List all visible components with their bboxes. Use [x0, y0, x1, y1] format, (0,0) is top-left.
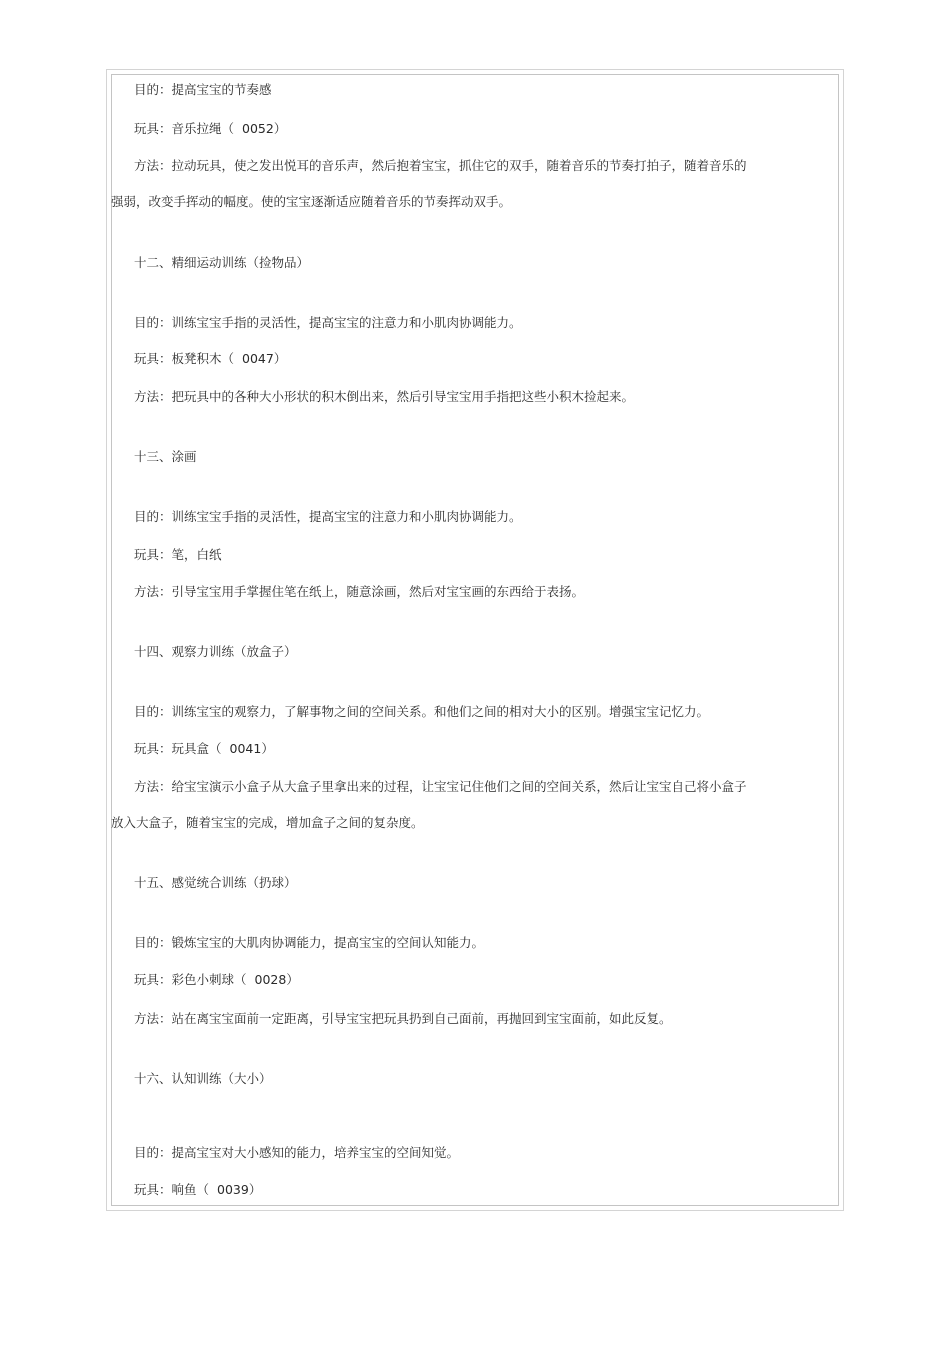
section-heading: 十二、精细运动训练（捡物品） — [134, 255, 310, 270]
text-line: 方法：站在离宝宝面前一定距离，引导宝宝把玩具扔到自己面前，再抛回到宝宝面前，如此反复。 — [134, 1011, 672, 1026]
text-line: 玩具：音乐拉绳（ 0052） — [134, 121, 287, 136]
section-heading: 十三、涂画 — [134, 449, 197, 464]
section-heading: 十五、感觉统合训练（扔球） — [134, 875, 297, 890]
page-inner-border — [111, 74, 839, 1206]
text-line: 目的：提高宝宝对大小感知的能力，培养宝宝的空间知觉。 — [134, 1145, 460, 1160]
text-line: 玩具：板凳积木（ 0047） — [134, 351, 287, 366]
text-line: 方法：把玩具中的各种大小形状的积木倒出来，然后引导宝宝用手指把这些小积木捡起来。 — [134, 389, 635, 404]
text-line: 玩具：响鱼（ 0039） — [134, 1182, 262, 1197]
text-line: 玩具：笔，白纸 — [134, 547, 222, 562]
section-heading: 十六、认知训练（大小） — [134, 1071, 272, 1086]
text-line: 方法：引导宝宝用手掌握住笔在纸上，随意涂画，然后对宝宝画的东西给于表扬。 — [134, 584, 585, 599]
text-line: 目的：提高宝宝的节奏感 — [134, 82, 272, 97]
text-line: 放入大盒子，随着宝宝的完成，增加盒子之间的复杂度。 — [111, 815, 424, 830]
text-line: 强弱，改变手挥动的幅度。使的宝宝逐渐适应随着音乐的节奏挥动双手。 — [111, 194, 512, 209]
text-line: 目的：训练宝宝的观察力，了解事物之间的空间关系。和他们之间的相对大小的区别。增强宝宝记忆力。 — [134, 704, 710, 719]
text-line: 目的：训练宝宝手指的灵活性，提高宝宝的注意力和小肌肉协调能力。 — [134, 315, 522, 330]
text-line: 目的：训练宝宝手指的灵活性，提高宝宝的注意力和小肌肉协调能力。 — [134, 509, 522, 524]
text-line: 方法：给宝宝演示小盒子从大盒子里拿出来的过程，让宝宝记住他们之间的空间关系，然后让宝宝自己将小盒子 — [134, 779, 747, 794]
text-line: 目的：锻炼宝宝的大肌肉协调能力，提高宝宝的空间认知能力。 — [134, 935, 485, 950]
text-line: 方法：拉动玩具，使之发出悦耳的音乐声，然后抱着宝宝，抓住它的双手，随着音乐的节奏打拍子，随着音乐的 — [134, 158, 747, 173]
text-line: 玩具：玩具盒（ 0041） — [134, 741, 274, 756]
section-heading: 十四、观察力训练（放盒子） — [134, 644, 297, 659]
text-line: 玩具：彩色小刺球（ 0028） — [134, 972, 299, 987]
